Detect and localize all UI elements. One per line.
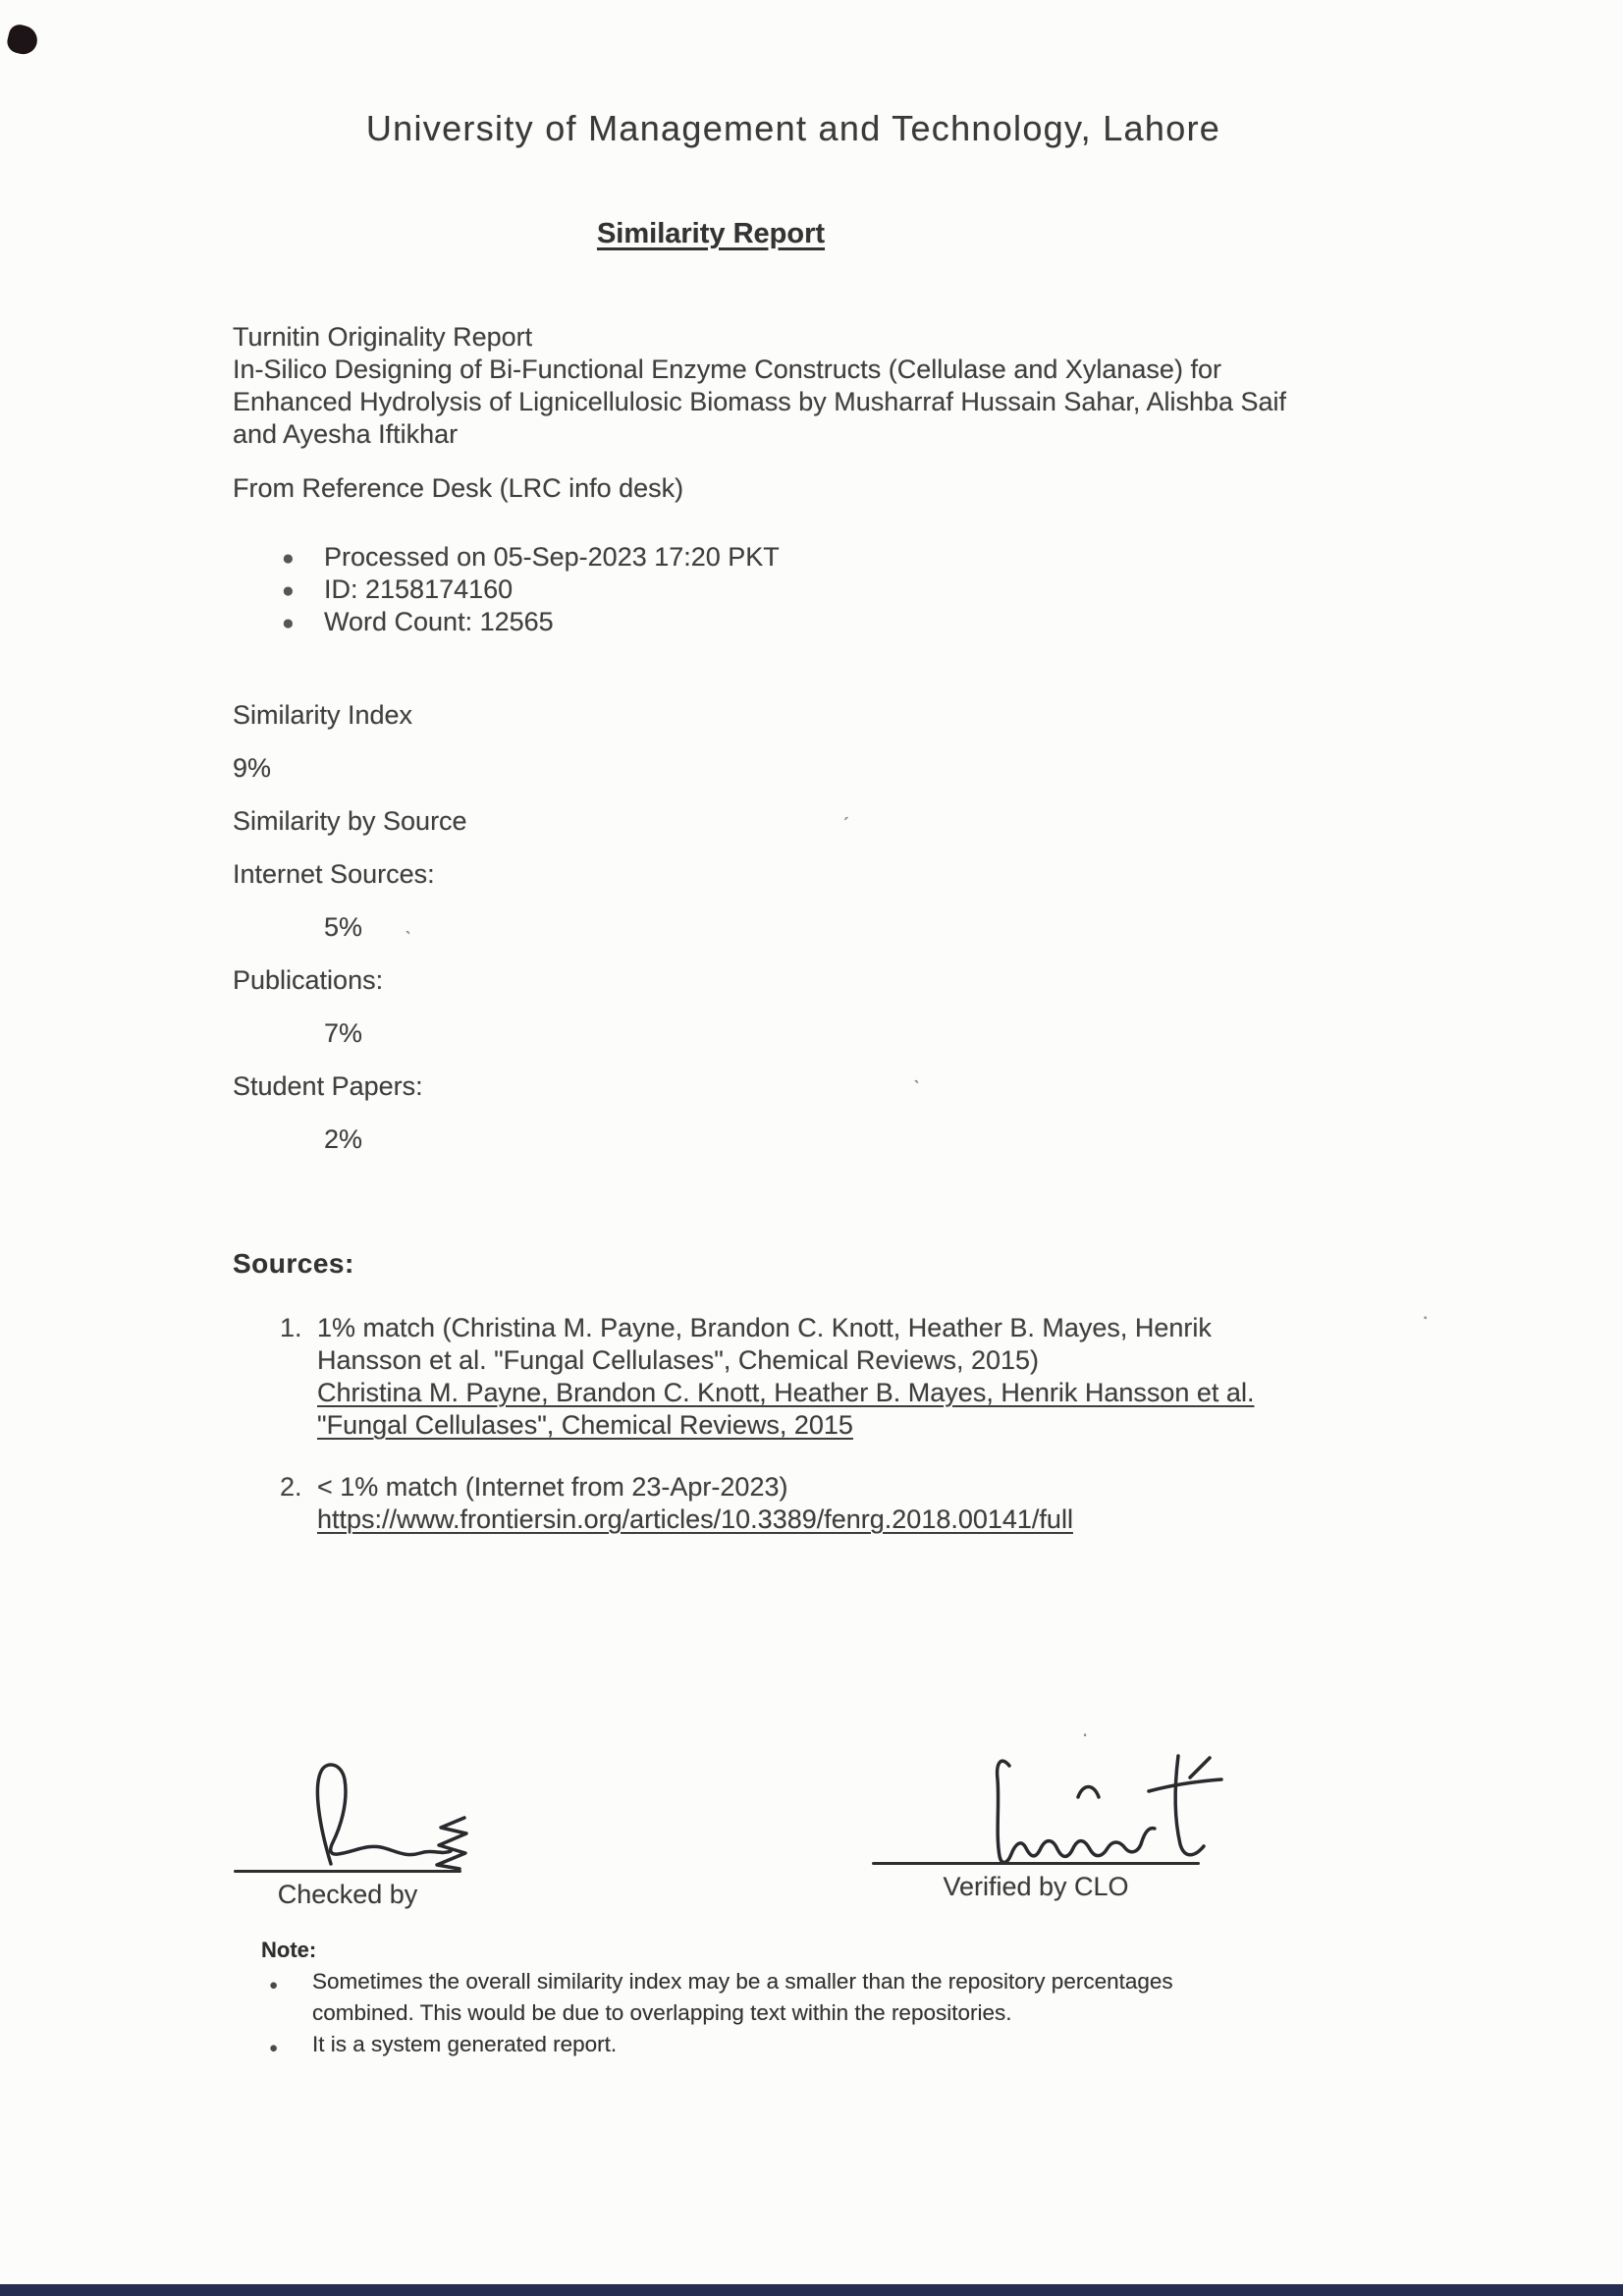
publications-label: Publications:	[233, 965, 384, 995]
meta-word-count: Word Count: 12565	[324, 607, 554, 636]
signature-verified-by	[1190, 1758, 1210, 1777]
scan-speck: .	[1082, 1717, 1089, 1741]
source-item	[317, 1471, 1073, 1536]
intro-line: Turnitin Originality Report	[233, 322, 533, 352]
publications-value: 7%	[324, 1018, 363, 1048]
bullet-icon: ●	[269, 1977, 279, 1994]
source-number: 1.	[280, 1313, 302, 1342]
page-title: University of Management and Technology, Lahore	[365, 108, 1221, 148]
note-line: Sometimes the overall similarity index may be a smaller than the repository percentages	[312, 1969, 1173, 1994]
source-link[interactable]: https://www.frontiersin.org/articles/10.3389/fenrg.2018.00141/full	[317, 1504, 1073, 1534]
meta-processed-on: Processed on 05-Sep-2023 17:20 PKT	[324, 542, 780, 572]
scan-speck: ˋ	[405, 927, 412, 952]
signatures-layer	[196, 1736, 1237, 1879]
intro-line: In-Silico Designing of Bi-Functional Enzyme Constructs (Cellulase and Xylanase) for	[233, 355, 1221, 384]
note-line: It is a system generated report.	[312, 2032, 618, 2056]
source-match-line: 1% match (Christina M. Payne, Brandon C. Knott, Heather B. Mayes, Henrik	[317, 1313, 1212, 1342]
note-heading: Note:	[261, 1938, 317, 1962]
signature-verified-by	[1078, 1787, 1099, 1798]
bullet-icon: ●	[269, 2040, 279, 2056]
signature-verified-by	[998, 1761, 1155, 1862]
report-intro	[233, 321, 1286, 451]
similarity-index-value: 9%	[233, 753, 272, 783]
internet-sources-label: Internet Sources:	[233, 859, 435, 889]
list-item	[282, 574, 780, 606]
meta-report-id: ID: 2158174160	[324, 574, 514, 604]
note-item	[267, 2029, 1396, 2060]
signature-verified-by	[1149, 1779, 1221, 1791]
source-match-line: < 1% match (Internet from 23-Apr-2023)	[317, 1472, 788, 1502]
similarity-by-source-label: Similarity by Source	[233, 806, 467, 836]
report-title: Similarity Report	[596, 218, 826, 249]
report-meta-list	[282, 541, 780, 638]
source-item	[317, 1312, 1254, 1442]
signature-checked-by	[317, 1765, 451, 1864]
similarity-index-label: Similarity Index	[233, 700, 413, 730]
scan-speck: ·	[1422, 1304, 1430, 1329]
scan-speck: ˊ	[842, 813, 850, 838]
bullet-icon: ●	[282, 579, 295, 602]
intro-line: and Ayesha Iftikhar	[233, 419, 459, 449]
source-link[interactable]: "Fungal Cellulases", Chemical Reviews, 2015	[317, 1410, 853, 1440]
note-line: combined. This would be due to overlapping text within the repositories.	[312, 2000, 1012, 2025]
student-papers-value: 2%	[324, 1124, 363, 1154]
verified-by-label: Verified by CLO	[943, 1872, 1129, 1901]
scan-artifact-bottom-bar	[0, 2284, 1623, 2296]
scan-speck: ˋ	[913, 1076, 921, 1101]
list-item	[282, 606, 780, 638]
student-papers-label: Student Papers:	[233, 1071, 423, 1101]
sources-heading: Sources:	[233, 1248, 354, 1279]
note-item	[267, 1966, 1396, 2029]
signature-verified-by	[1175, 1756, 1204, 1855]
scan-artifact-corner	[5, 23, 40, 57]
bullet-icon: ●	[282, 547, 295, 570]
checked-by-label: Checked by	[277, 1880, 418, 1909]
checked-by-signature-line	[234, 1870, 461, 1873]
verified-by-signature-line	[872, 1862, 1200, 1865]
list-item	[282, 541, 780, 574]
source-match-line: Hansson et al. "Fungal Cellulases", Chemical Reviews, 2015)	[317, 1345, 1040, 1375]
from-reference-desk-line: From Reference Desk (LRC info desk)	[233, 473, 684, 503]
bullet-icon: ●	[282, 612, 295, 634]
note-list	[267, 1966, 1396, 2060]
source-link[interactable]: Christina M. Payne, Brandon C. Knott, Heather B. Mayes, Henrik Hansson et al.	[317, 1378, 1255, 1407]
signature-checked-by	[437, 1818, 466, 1869]
intro-line: Enhanced Hydrolysis of Lignicellulosic Biomass by Musharraf Hussain Sahar, Alishba Saif	[233, 387, 1287, 416]
internet-sources-value: 5%	[324, 912, 363, 942]
source-number: 2.	[280, 1472, 302, 1502]
